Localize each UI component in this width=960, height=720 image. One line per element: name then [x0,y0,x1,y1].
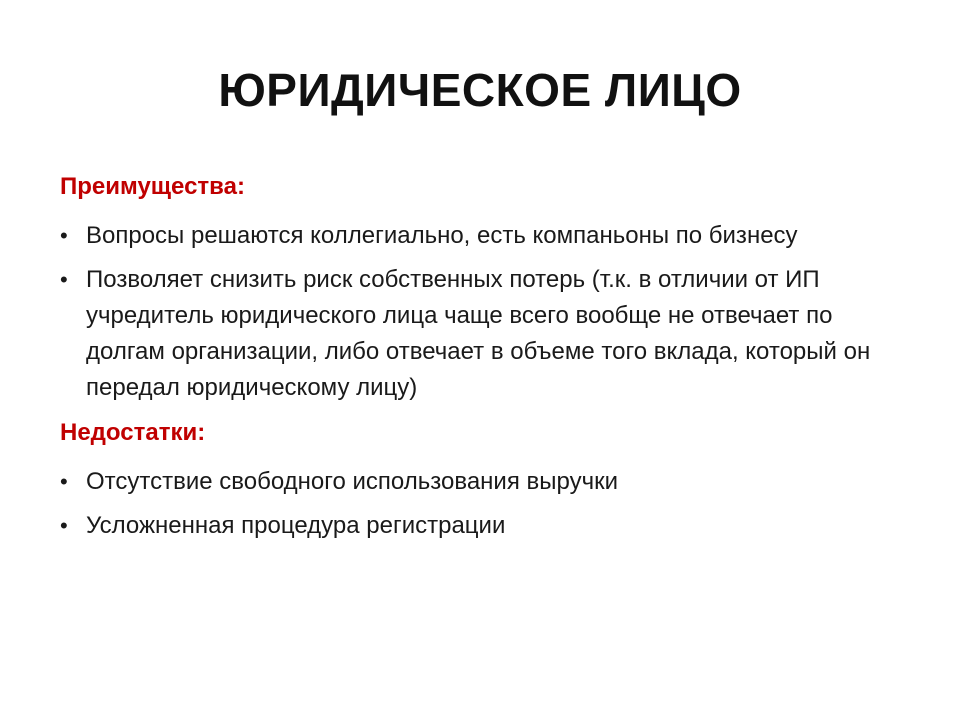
bullet-icon: • [60,513,68,538]
list-item [60,508,910,544]
bullet-icon: • [60,223,68,248]
list-item-text: Позволяет снизить риск собственных потерь (т.к. в отличии от ИП учредитель юридического лица чаще всего вообще не отвечает по долгам организации, либо отвечает в объеме того вклада, который он передал юридическому лицу) [86,266,871,401]
disadvantages-heading: Недостатки: [60,419,206,446]
list-item-text: Вопросы решаются коллегиально, есть компаньоны по бизнесу [86,222,798,249]
advantages-heading: Преимущества: [60,173,245,200]
list-item [60,262,910,406]
list-item [60,218,910,254]
disadvantages-list [60,464,910,544]
slide-content [60,172,910,552]
list-item-text: Усложненная процедура регистрации [86,512,506,539]
list-item-text: Отсутствие свободного использования выручки [86,468,618,495]
bullet-icon: • [60,469,68,494]
advantages-list [60,218,910,406]
list-item [60,464,910,500]
slide-title: ЮРИДИЧЕСКОЕ ЛИЦО [218,64,742,116]
bullet-icon: • [60,267,68,292]
